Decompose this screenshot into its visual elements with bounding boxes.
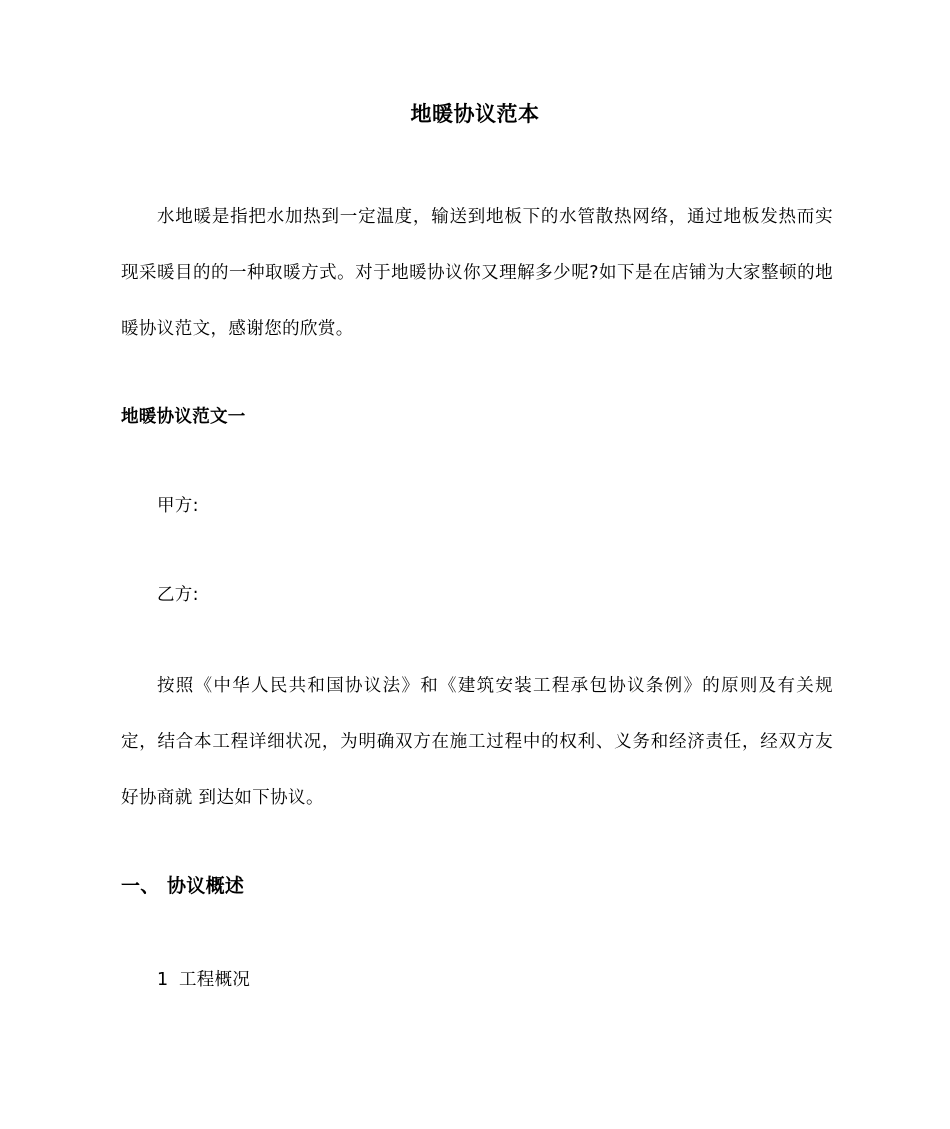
subsection-title: 工程概况 xyxy=(179,970,251,990)
section-title: 协议概述 xyxy=(167,875,245,897)
body-paragraph: 按照《中华人民共和国协议法》和《建筑安装工程承包协议条例》的原则及有关规定，结合本工程详细状况，为明确双方在施工过程中的权利、义务和经济责任，经双方友好协商就 到达如下协议。 xyxy=(121,676,833,808)
subsection-number: 1 xyxy=(157,970,169,990)
sample-heading: 地暖协议范文一 xyxy=(121,407,246,427)
intro-paragraph: 水地暖是指把水加热到一定温度，输送到地板下的水管散热网络，通过地板发热而实现采暖目的的一种取暖方式。对于地暖协议你又理解多少呢?如下是在店铺为大家整顿的地暖协议范文，感谢您的欣赏。 xyxy=(121,207,833,339)
section-heading xyxy=(121,871,244,901)
section-number: 一、 xyxy=(121,875,160,897)
document-title: 地暖协议范本 xyxy=(410,102,540,126)
party-b-label: 乙方: xyxy=(157,585,199,605)
party-a-label: 甲方: xyxy=(157,496,199,516)
subsection-heading xyxy=(157,966,250,994)
